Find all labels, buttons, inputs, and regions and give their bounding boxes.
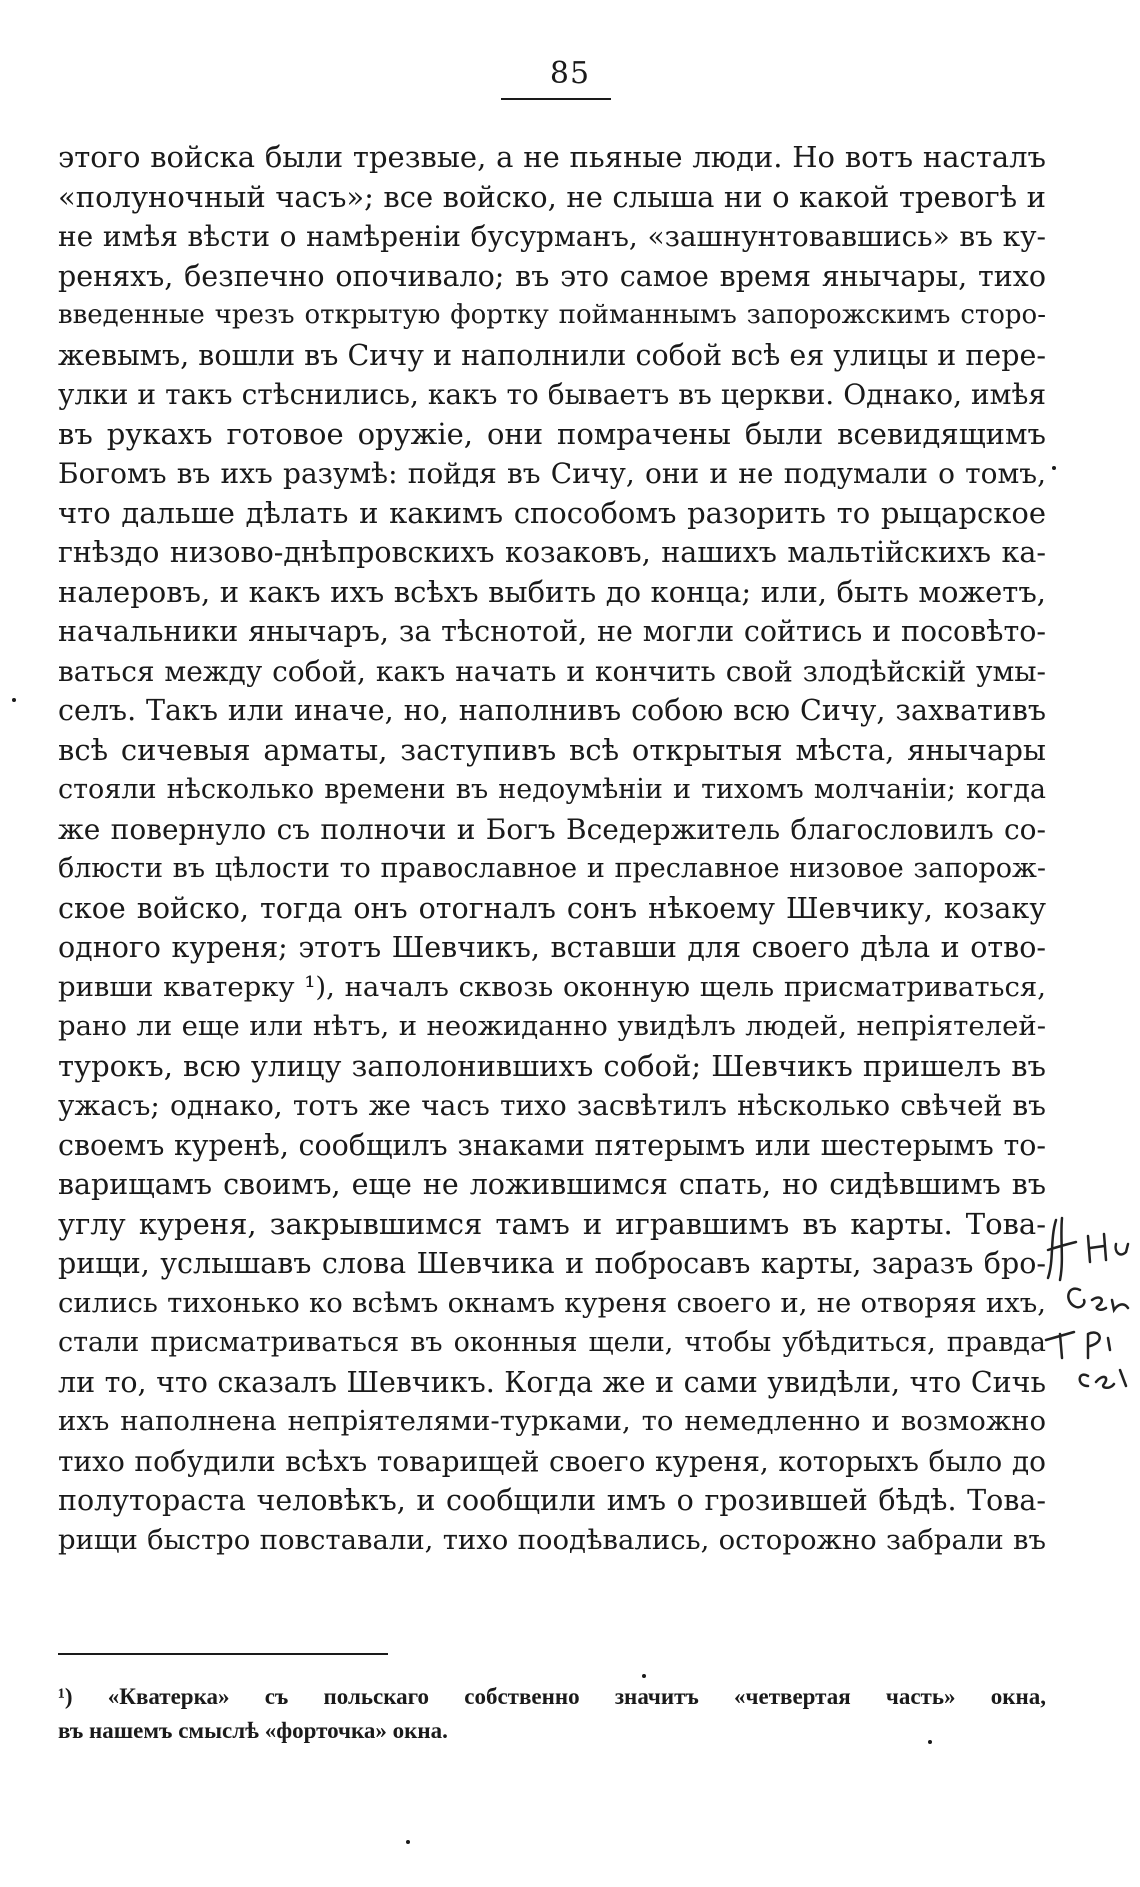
- handwritten-margin-note: [1040, 1200, 1140, 1390]
- text-line: ривши кватерку ¹), началъ сквозь оконную щель присматриваться,: [58, 970, 1046, 1003]
- handwriting-stroke: [1048, 1218, 1076, 1280]
- text-line: ихъ наполнена непріятелями-турками, то немедленно и возможно: [58, 1405, 1046, 1437]
- text-line: ужасъ; однако, тотъ же часъ тихо засвѣтилъ нѣсколько свѣчей въ: [58, 1089, 1046, 1122]
- text-line: этого войска были трезвые, а не пьяные люди. Но вотъ насталъ: [58, 140, 1046, 174]
- text-line: полутораста человѣкъ, и сообщили имъ о грозившей бѣдѣ. Това-: [58, 1484, 1046, 1517]
- text-line: турокъ, всю улицу заполонившихъ собой; Шевчикъ пришелъ въ: [58, 1048, 1046, 1083]
- text-line: ли то, что сказалъ Шевчикъ. Когда же и сами увидѣли, что Сичь: [58, 1365, 1046, 1399]
- text-line: всѣ сичевыя арматы, заступивъ всѣ открытыя мѣста, янычары: [58, 732, 1046, 767]
- text-line: рищи, услышавъ слова Шевчика и побросавъ карты, заразъ бро-: [58, 1247, 1046, 1280]
- text-line: улки и такъ стѣснились, какъ то бываетъ въ церкви. Однако, имѣя: [58, 378, 1046, 411]
- text-line: тихо побудили всѣхъ товарищей своего куреня, которыхъ было до: [58, 1444, 1046, 1478]
- text-line: рищи быстро повставали, тихо поодѣвались, осторожно забрали въ: [58, 1523, 1046, 1556]
- text-line: своемъ куренѣ, сообщилъ знаками пятерымъ или шестерымъ то-: [58, 1128, 1046, 1162]
- text-line: ваться между собой, какъ начать и кончить свой злодѣйскій умы-: [58, 654, 1046, 688]
- text-line: блюсти въ цѣлости то православное и преславное низовое запорож-: [58, 853, 1046, 884]
- main-text: [58, 138, 1046, 1560]
- text-line: что дальше дѣлать и какимъ способомъ разорить то рыцарское: [58, 495, 1046, 530]
- ink-speck: [642, 1674, 646, 1678]
- text-line: ское войско, тогда онъ отогналъ сонъ нѣкоему Шевчику, козаку: [58, 891, 1046, 925]
- ink-speck: [12, 698, 16, 702]
- text-line: въ рукахъ готовое оружіе, они помрачены были всевидящимъ: [58, 416, 1046, 451]
- footnote-divider: [58, 1653, 388, 1655]
- text-line: варищамъ своимъ, еще не ложившимся спать, но сидѣвшимъ въ: [58, 1168, 1046, 1201]
- handwriting-stroke: [1088, 1234, 1128, 1262]
- ink-speck: [1052, 466, 1056, 470]
- text-line: не имѣя вѣсти о намѣреніи бусурманъ, «зашнунтовавшись» въ ку-: [58, 220, 1046, 253]
- text-line: стояли нѣсколько времени въ недоумѣніи и тихомъ молчаніи; когда: [58, 774, 1046, 805]
- footnote: [58, 1680, 1046, 1748]
- text-line: рано ли еще или нѣтъ, и неожиданно увидѣлъ людей, непріятелей-: [58, 1010, 1046, 1042]
- footnote-line: въ нашемъ смыслѣ «форточка» окна.: [58, 1718, 448, 1743]
- page-number: 85: [549, 56, 591, 91]
- text-line: введенные чрезъ открытую фортку пойманнымъ запорожскимъ сторо-: [58, 300, 1046, 330]
- text-line: углу куреня, закрывшимся тамъ и игравшимъ въ карты. Това-: [58, 1206, 1046, 1241]
- handwriting-stroke: [1046, 1332, 1110, 1358]
- text-line: селъ. Такъ или иначе, но, наполнивъ собою всю Сичу, захвативъ: [58, 694, 1046, 727]
- ink-speck: [928, 1740, 932, 1744]
- text-line: «полуночный часъ»; все войско, не слыша ни о какой тревогѣ и: [58, 179, 1046, 214]
- text-line: реняхъ, безпечно опочивало; въ это самое время янычары, тихо: [58, 259, 1046, 293]
- text-line: жевымъ, вошли въ Сичу и наполнили собой всѣ ея улицы и пере-: [58, 338, 1046, 372]
- page-number-underline: [501, 98, 611, 100]
- text-line: же повернуло съ полночи и Богъ Вседержитель благословилъ со-: [58, 812, 1046, 846]
- text-line: одного куреня; этотъ Шевчикъ, вставши для своего дѣла и отво-: [58, 931, 1046, 964]
- text-line: сились тихонько ко всѣмъ окнамъ куреня своего и, не отворяя ихъ,: [58, 1286, 1046, 1319]
- footnote-line: ¹) «Кватерка» съ польскаго собственно значитъ «четвертая часть» окна,: [58, 1684, 1046, 1709]
- text-line: налеровъ, и какъ ихъ всѣхъ выбить до конца; или, быть можетъ,: [58, 574, 1046, 609]
- text-line: гнѣздо низово-днѣпровскихъ козаковъ, нашихъ мальтійскихъ ка-: [58, 536, 1046, 569]
- text-line: стали присматриваться въ оконныя щели, чтобы убѣдиться, правда: [58, 1327, 1046, 1358]
- handwriting-stroke: [1080, 1370, 1126, 1388]
- text-line: начальники янычаръ, за тѣснотой, не могли сойтись и посовѣто-: [58, 615, 1046, 648]
- text-line: Богомъ въ ихъ разумѣ: пойдя въ Сичу, они и не подумали о томъ,: [58, 457, 1046, 490]
- ink-speck: [406, 1840, 410, 1844]
- handwriting-stroke: [1068, 1289, 1128, 1310]
